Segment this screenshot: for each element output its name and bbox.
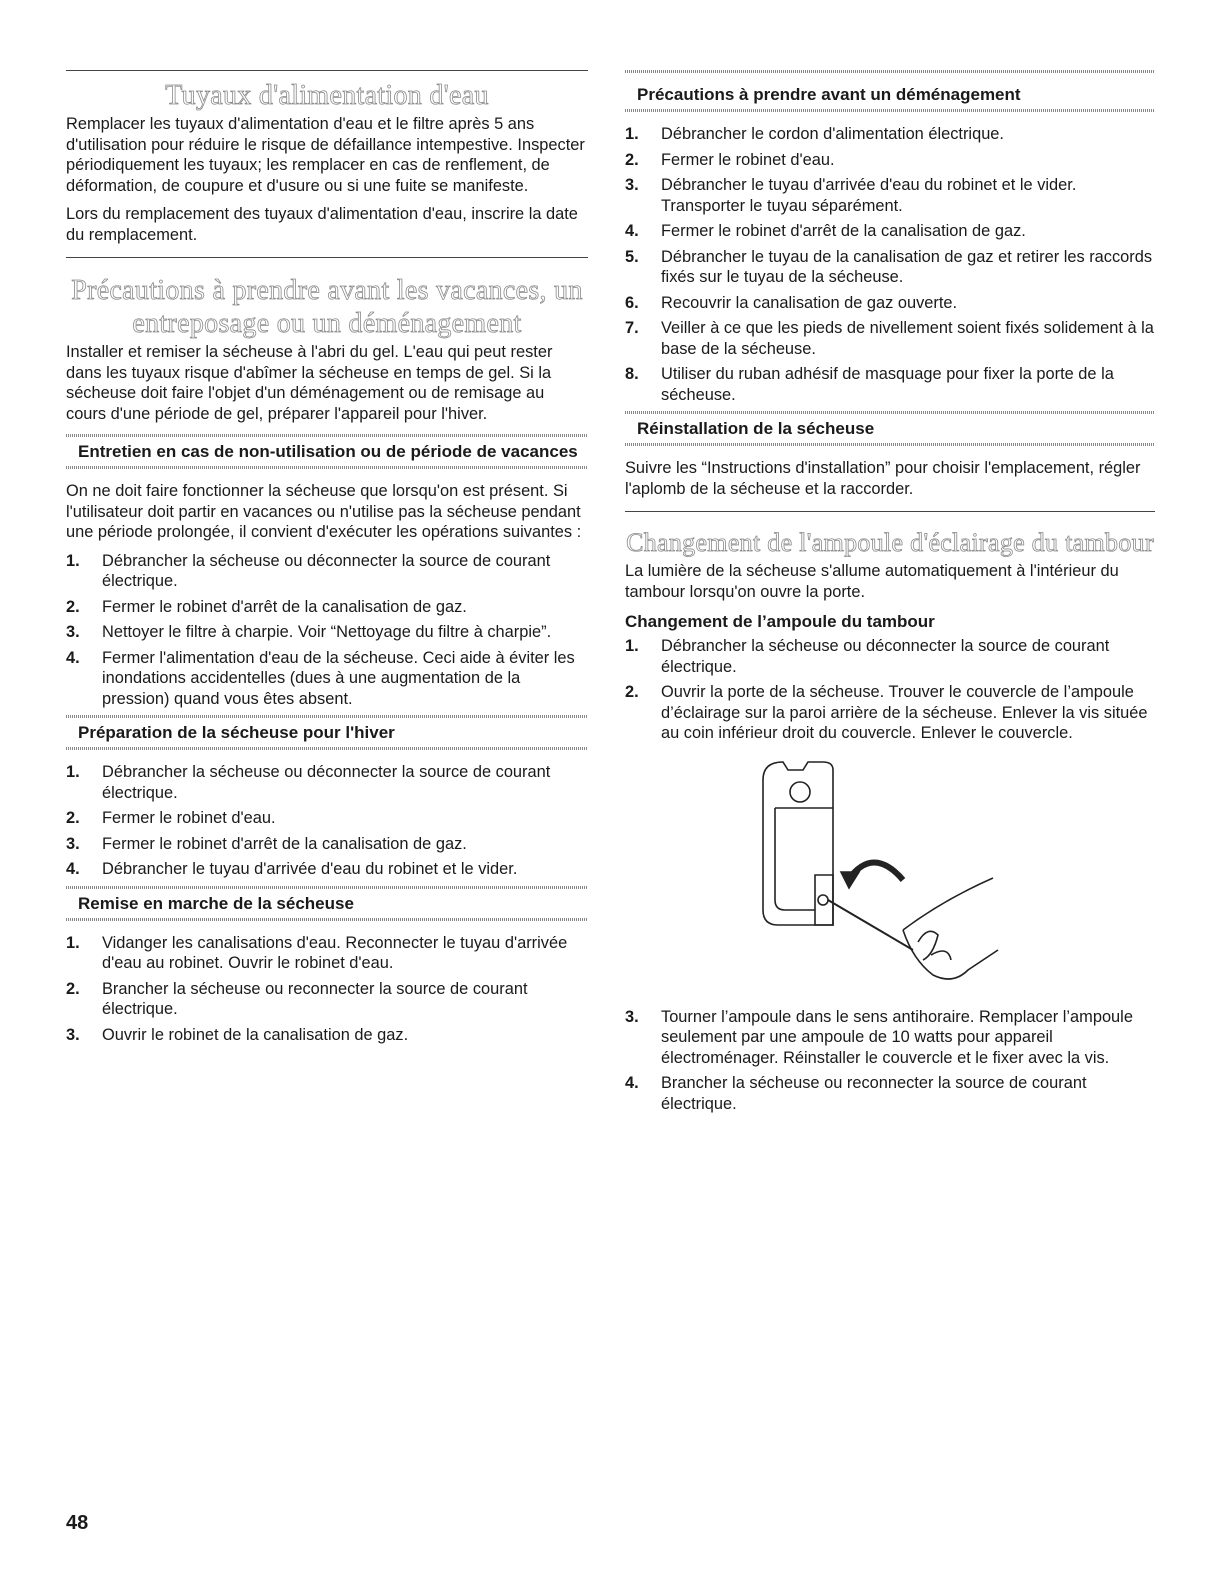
paragraph: Installer et remiser la sécheuse à l'abri du gel. L'eau qui peut rester dans les tuyaux risque d'abîmer la sécheuse en temps de gel. Si la sécheuse doit faire l'objet d'un déménagement ou de remisage au cours d'une période de gel, préparer l'appareil pour l'hiver. [66,343,553,423]
item-text: Fermer le robinet d'arrêt de la canalisation de gaz. [102,834,467,853]
list-item [625,124,1155,145]
section-rule [66,70,588,71]
subsection-rule [625,411,1155,414]
item-text: Tourner l’ampoule dans le sens antihoraire. Remplacer l’ampoule seulement par une ampoule de 10 watts pour appareil électroménager. Réinstaller le couvercle et le fixer avec la vis. [661,1007,1133,1067]
item-text: Nettoyer le filtre à charpie. Voir “Nettoyage du filtre à charpie”. [102,623,552,641]
item-number: 3. [66,834,80,853]
item-text: Débrancher le tuyau d'arrivée d'eau du robinet et le vider. Transporter le tuyau séparément. [661,176,1077,215]
section-rule [66,257,588,258]
item-number: 7. [625,319,639,337]
item-number: 3. [625,1007,639,1026]
list-item [625,364,1155,405]
subsection-rule [66,466,588,469]
item-text: Débrancher le tuyau d'arrivée d'eau du robinet et le vider. [102,860,518,878]
list-item [625,221,1155,242]
list-item [625,682,1155,744]
list-item [66,979,588,1020]
item-number: 4. [66,860,80,878]
item-number: 4. [66,648,80,667]
list-item [625,318,1155,359]
item-number: 4. [625,222,639,240]
list-item [625,247,1155,288]
item-text: Fermer le robinet d'arrêt de la canalisation de gaz. [661,222,1026,240]
list-item [66,597,588,618]
item-text: Utiliser du ruban adhésif de masquage pour fixer la porte de la sécheuse. [661,365,1114,404]
item-number: 2. [625,683,639,701]
paragraph: Lors du remplacement des tuyaux d'alimentation d'eau, inscrire la date du remplacement. [66,205,578,244]
item-text: Ouvrir la porte de la sécheuse. Trouver le couvercle de l’ampoule d’éclairage sur la paroi arrière de la sécheuse. Enlever la vis située au coin inférieur droit du couvercle. Enlever le couvercle. [661,683,1148,742]
paragraph: La lumière de la sécheuse s'allume automatiquement à l'intérieur du tambour lorsqu'on ouvre la porte. [625,562,1119,601]
item-number: 1. [625,125,639,143]
item-number: 3. [66,1025,80,1044]
section-title-water-hoses: Tuyaux d'alimentation d'eau [165,80,489,111]
list-moving [625,124,1155,405]
list-item [66,762,588,803]
subsection-title-bulb: Changement de l’ampoule du tambour [625,612,935,631]
list-restart [66,933,588,1046]
item-text: Veiller à ce que les pieds de nivellement soient fixés solidement à la base de la sécheuse. [661,319,1154,358]
subsection-rule [625,443,1155,446]
list-item [66,648,588,710]
item-number: 2. [625,150,639,169]
list-item [625,175,1155,216]
item-number: 1. [625,637,639,655]
item-text: Fermer le robinet d'eau. [102,809,276,827]
subsection-title-vacation: Entretien en cas de non-utilisation ou de période de vacances [78,442,578,461]
list-item [66,808,588,829]
subsection-title-moving: Précautions à prendre avant un déménagement [637,85,1021,104]
item-text: Débrancher le cordon d'alimentation électrique. [661,125,1004,143]
item-number: 6. [625,293,639,312]
subsection-rule [66,886,588,889]
item-text: Débrancher la sécheuse ou déconnecter la source de courant électrique. [102,551,551,590]
subsection-title-winter: Préparation de la sécheuse pour l'hiver [78,723,395,742]
left-column [66,70,588,1051]
item-number: 1. [66,763,80,781]
page-number: 48 [66,1512,89,1534]
section-title-drum-light: Changement de l'ampoule d'éclairage du tambour [626,528,1154,557]
list-item [66,1025,588,1046]
list-item [66,834,588,855]
list-item [66,551,588,592]
item-number: 8. [625,365,639,383]
item-text: Fermer le robinet d'eau. [661,150,835,169]
paragraph: On ne doit faire fonctionner la sécheuse que lorsqu'on est présent. Si l'utilisateur doit partir en vacances ou n'utilise pas la sécheuse pendant une période prolongée, il convient d'exécuter les opérations suivantes : [66,482,582,541]
item-number: 1. [66,933,80,952]
subsection-rule [66,715,588,718]
item-number: 3. [625,176,639,194]
section-rule [625,511,1155,512]
item-number: 3. [66,623,80,641]
list-item [66,933,588,974]
item-number: 2. [66,597,80,616]
item-text: Débrancher le tuyau de la canalisation de gaz et retirer les raccords fixés sur le tuyau de la sécheuse. [661,247,1153,286]
subsection-rule [66,747,588,750]
list-vacation [66,551,588,710]
item-text: Brancher la sécheuse ou reconnecter la source de courant électrique. [102,979,528,1018]
list-bulb-b [625,1007,1155,1115]
item-number: 5. [625,247,639,266]
list-item [625,1007,1155,1069]
subsection-rule [625,109,1155,112]
subsection-rule [66,918,588,921]
subsection-title-restart: Remise en marche de la sécheuse [78,893,354,913]
item-text: Fermer le robinet d'arrêt de la canalisation de gaz. [102,597,467,616]
list-item [625,150,1155,171]
item-text: Fermer l'alimentation d'eau de la sécheuse. Ceci aide à éviter les inondations accidentelles (dues à une augmentation de la pression) quand vous êtes absent. [102,648,575,708]
section-title-precautions: Précautions à prendre avant les vacances, un entreposage ou un déménagement [71,275,583,339]
item-text: Vidanger les canalisations d'eau. Reconnecter le tuyau d'arrivée d'eau au robinet. Ouvrir le robinet d'eau. [102,933,568,972]
item-number: 2. [66,979,80,998]
subsection-rule [66,434,588,437]
item-number: 4. [625,1074,639,1092]
paragraph: Suivre les “Instructions d'installation” pour choisir l'emplacement, régler l'aplomb de la sécheuse et la raccorder. [625,459,1141,498]
list-item [66,622,588,643]
paragraph: Remplacer les tuyaux d'alimentation d'eau et le filtre après 5 ans d'utilisation pour réduire le risque de défaillance intempestive. Inspecter périodiquement les tuyaux; les remplacer en cas de renflement, de déformation, de coupure et d'usure ou si une fuite se manifeste. [66,115,585,195]
item-number: 1. [66,551,80,570]
item-text: Débrancher la sécheuse ou déconnecter la source de courant électrique. [661,637,1110,676]
item-text: Ouvrir le robinet de la canalisation de gaz. [102,1025,409,1044]
list-bulb-a [625,636,1155,744]
list-winter [66,762,588,880]
subsection-rule [625,70,1155,73]
item-text: Débrancher la sécheuse ou déconnecter la source de courant électrique. [102,763,551,802]
subsection-title-reinstall: Réinstallation de la sécheuse [637,419,875,438]
list-item [625,636,1155,677]
right-column [625,70,1155,1120]
list-item [66,859,588,880]
list-item [625,293,1155,314]
item-text: Brancher la sécheuse ou reconnecter la source de courant électrique. [661,1074,1087,1113]
item-number: 2. [66,809,80,827]
item-text: Recouvrir la canalisation de gaz ouverte. [661,293,958,312]
list-item [625,1073,1155,1114]
bulb-cover-illustration [753,760,1033,990]
